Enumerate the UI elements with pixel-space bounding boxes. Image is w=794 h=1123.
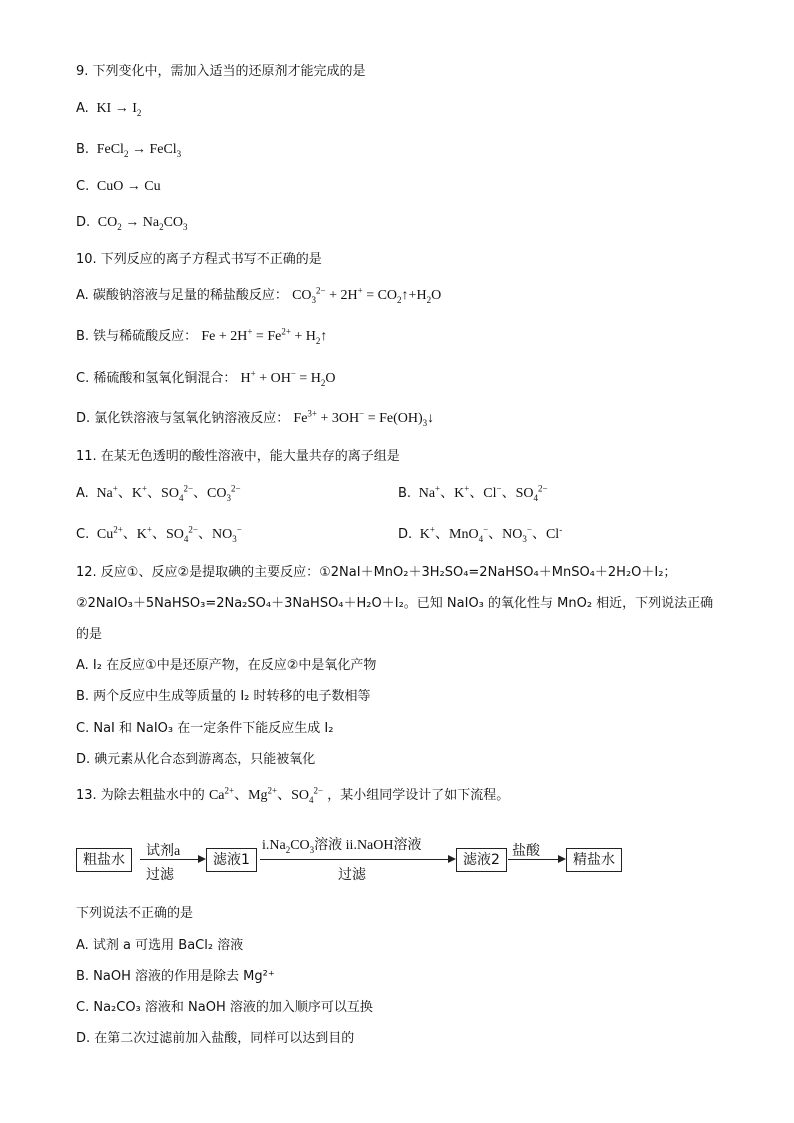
q9-option-a: [76, 100, 141, 118]
q13-stem-part2: ，某小组同学设计了如下流程。: [327, 788, 510, 803]
formula: $H^+ + OH^- = H_2O$: [240, 368, 336, 388]
arrow1-head: [198, 855, 206, 863]
q10-option-d: [76, 410, 434, 428]
formula: $Fe + 2H^+ = Fe^{2+}$ + $H_2↑$: [201, 326, 328, 346]
q12-option-c: C. NaI 和 NaIO₃ 在一定条件下能反应生成 I₂: [76, 721, 334, 736]
q10-option-b: [76, 328, 327, 346]
formula: Na+、K+、$SO_4^{2-}$、$CO_3^{2-}$: [92, 483, 241, 503]
q12-stem-line3: 的是: [76, 627, 103, 642]
q9-stem: 9. 下列变化中，需加入适当的还原剂才能完成的是: [76, 64, 366, 79]
formula: FeCl$_2$ → FeCl$_3$: [93, 142, 182, 159]
arrow1-line: [140, 859, 198, 860]
formula: $Fe^{3+} + 3OH^-$ = $Fe(OH)_3↓$: [293, 408, 435, 428]
arrow2-top-label: $i.Na_2CO_3$溶液 ii.NaOH溶液: [262, 838, 422, 855]
arrow3-line: [508, 859, 558, 860]
q9-option-c: [76, 178, 161, 196]
option-label: A.: [76, 486, 89, 501]
formula: Na+、K+、Cl−、$SO_4^{2-}$: [415, 483, 548, 503]
q9-option-d: [76, 214, 188, 232]
option-label: B.: [398, 486, 412, 501]
q12-option-a: A. I₂ 在反应①中是还原产物，在反应②中是氧化产物: [76, 658, 377, 673]
q10-option-a: [76, 287, 441, 305]
q11-option-c: [76, 524, 242, 544]
q11-stem: 11. 在某无色透明的酸性溶液中，能大量共存的离子组是: [76, 449, 400, 464]
q10-option-c: [76, 370, 336, 388]
arrow2-head: [448, 855, 456, 863]
q9-option-b: [76, 141, 181, 159]
option-label: D.: [398, 527, 413, 542]
q11-row-ab: [76, 485, 716, 503]
q13-option-a: A. 试剂 a 可选用 BaCl₂ 溶液: [76, 938, 244, 953]
q12-stem-line2: ②2NaIO₃＋5NaHSO₃=2Na₂SO₄＋3NaHSO₄＋H₂O＋I₂。已知 NaIO₃ 的氧化性与 MnO₂ 相近，下列说法正确: [76, 596, 714, 611]
formula: K+、MnO$_4$−、$NO_3^-$、Cl-: [416, 524, 563, 544]
arrow1-top-label: 试剂a: [146, 844, 181, 859]
q13-option-b: B. NaOH 溶液的作用是除去 Mg²⁺: [76, 969, 275, 984]
option-label: A.: [76, 101, 89, 116]
q11-option-d: [398, 526, 562, 544]
option-label: D.: [76, 215, 91, 230]
formula: KI → $I_2$: [92, 101, 142, 118]
arrow1-bottom-label: 过滤: [146, 868, 174, 883]
q13-option-d: D. 在第二次过滤前加入盐酸，同样可以达到目的: [76, 1031, 355, 1046]
flow-box-filtrate-1: 滤液1: [206, 848, 257, 872]
formula: $CO_2 \to Na_2CO_3$: [94, 215, 188, 232]
option-text: D. 氯化铁溶液与氢氧化钠溶液反应：: [76, 411, 290, 426]
formula: $CO_3^{2-} + 2H^+$ = $CO_2↑+H_2O$: [292, 285, 442, 305]
q12-option-d: D. 碘元素从化合态到游离态，只能被氧化: [76, 752, 316, 767]
formula: $Ca^{2+}$、$Mg^{2+}$、$SO_4^{2-}$: [208, 785, 324, 805]
option-label: C.: [76, 179, 90, 194]
q13-question: 下列说法不正确的是: [76, 906, 194, 921]
q12-stem-line1: 12. 反应①、反应②是提取碘的主要反应：①2NaI＋MnO₂＋3H₂SO₄=2NaHSO₄＋MnSO₄＋2H₂O＋I₂；: [76, 565, 677, 580]
q13-stem-part1: 13. 为除去粗盐水中的: [76, 788, 205, 803]
flow-box-filtrate-2: 滤液2: [456, 848, 507, 872]
arrow2-bottom-label: 过滤: [338, 868, 366, 883]
flow-box-refined-brine: 精盐水: [566, 848, 622, 872]
purification-flow-diagram: [76, 820, 636, 890]
q10-stem: 10. 下列反应的离子方程式书写不正确的是: [76, 252, 322, 267]
arrow2-line: [260, 859, 448, 860]
option-text: C. 稀硫酸和氢氧化铜混合：: [76, 371, 237, 386]
formula: CuO → Cu: [93, 179, 161, 194]
flow-box-crude-brine: 粗盐水: [76, 848, 132, 872]
q11-row-cd: [76, 526, 716, 544]
option-label: B.: [76, 142, 90, 157]
q13-option-c: C. Na₂CO₃ 溶液和 NaOH 溶液的加入顺序可以互换: [76, 1000, 373, 1015]
option-label: C.: [76, 527, 90, 542]
arrow3-head: [558, 855, 566, 863]
q11-option-b: [398, 485, 548, 503]
q11-option-a: [76, 483, 241, 503]
formula: $Cu^{2+}$、K+、$SO_4^{2-}$、$NO_3^-$: [93, 524, 242, 544]
option-text: A. 碳酸钠溶液与足量的稀盐酸反应：: [76, 288, 288, 303]
q12-option-b: B. 两个反应中生成等质量的 I₂ 时转移的电子数相等: [76, 689, 371, 704]
q13-stem: [76, 787, 509, 805]
arrow3-top-label: 盐酸: [512, 844, 540, 859]
option-text: B. 铁与稀硫酸反应：: [76, 329, 198, 344]
